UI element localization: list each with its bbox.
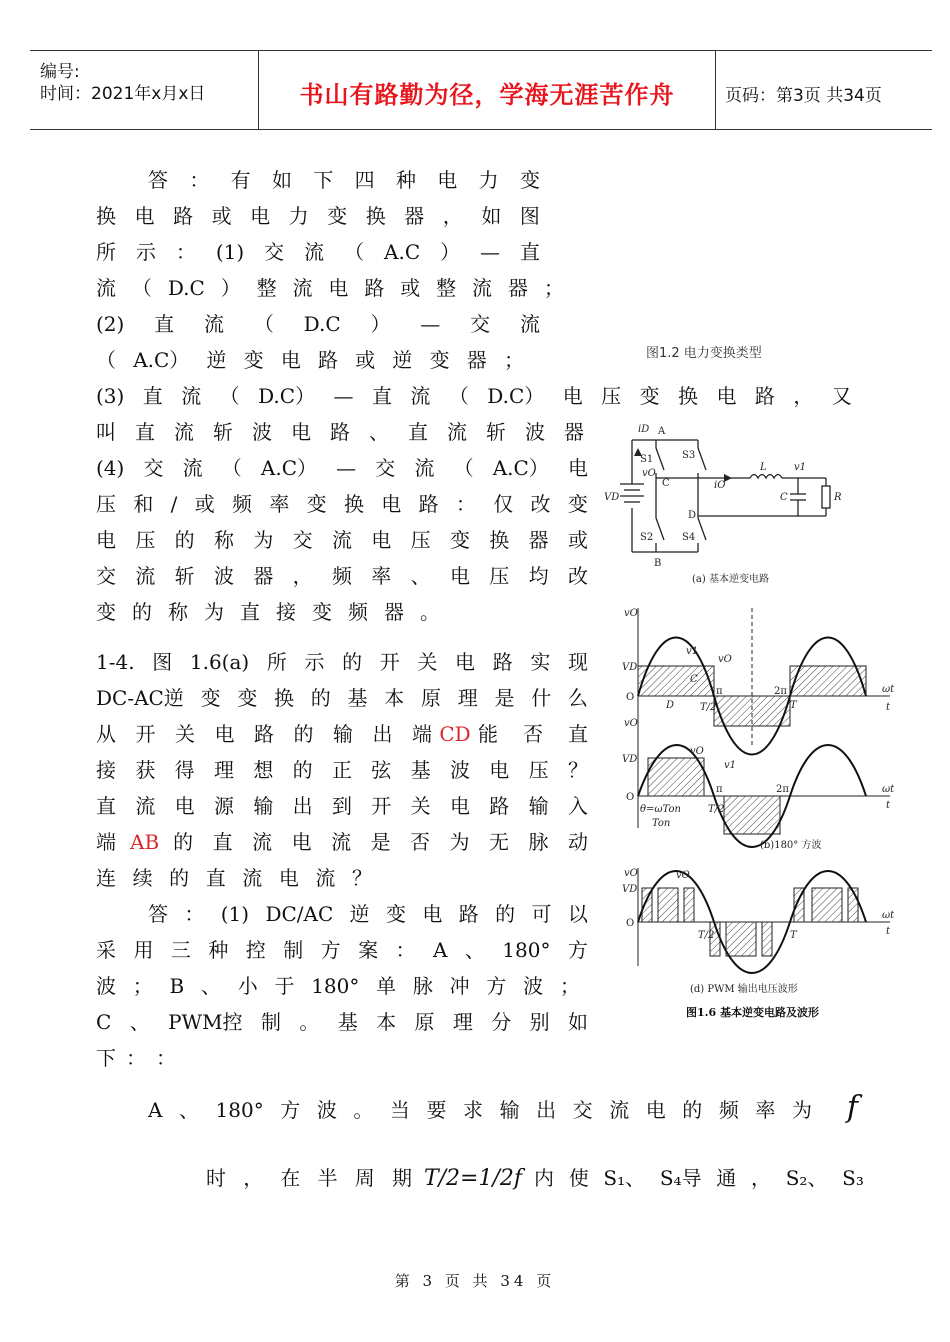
text-line: (4) 交 流 （ A.C） — 交 流 （ A.C） 电 [96, 456, 588, 480]
answer-line: 答 ： (1) DC/AC 逆 变 电 路 的 可 以 [148, 902, 588, 926]
axis-label-vd: VD [622, 754, 638, 765]
header-right-cell [715, 51, 932, 129]
header-left-cell [30, 51, 258, 129]
axis-wt: ωt [882, 910, 895, 921]
tail-line-1 [148, 1090, 858, 1125]
circuit-caption: (a) 基本逆变电路 [692, 574, 769, 585]
text-line: 电 压 的 称 为 交 流 电 压 变 换 器 或 [96, 528, 588, 552]
label-s4: S4 [682, 532, 696, 543]
label-ccap: C [780, 492, 788, 503]
wave-label-v1: v1 [686, 646, 699, 657]
answer-line: 波 ； B 、 小 于 180° 单 脉 冲 方 波 ； [96, 974, 580, 998]
label-id: iD [638, 424, 650, 435]
text-line: 答 ： 有 如 下 四 种 电 力 变 [148, 168, 540, 192]
axis-wt: ωt [882, 684, 895, 695]
label-b: B [654, 558, 662, 569]
wave-label-v1: v1 [724, 760, 737, 771]
doc-time-label: 时间：2021年x月x日 [40, 84, 206, 104]
axis-label-vo: vO [624, 718, 638, 729]
axis-origin: O [626, 692, 635, 703]
ton-label: Ton [652, 818, 671, 829]
caption-b: (b)180° 方波 [760, 840, 822, 851]
frequency-symbol: f [846, 1090, 858, 1125]
label-s1: S1 [640, 454, 654, 465]
label-v1: v1 [794, 462, 807, 473]
waveform-pwm [622, 868, 895, 973]
tick-t: T [790, 700, 797, 711]
axis-label-vd: VD [622, 662, 638, 673]
text-line: （ A.C） 逆 变 电 路 或 逆 变 器 ； [96, 348, 524, 372]
axis-t: t [886, 800, 891, 811]
question-line: DC-AC逆 变 变 换 的 基 本 原 理 是 什 么 [96, 686, 588, 710]
label-io: iO [714, 480, 726, 491]
text-line: 流 （ D.C ） 整 流 电 路 或 整 流 器 ； [96, 276, 564, 300]
question-line: 1-4. 图 1.6(a) 所 示 的 开 关 电 路 实 现 [96, 650, 588, 674]
half-period-formula: T/2=1/2f [423, 1166, 523, 1191]
axis-t: t [886, 926, 891, 937]
header-motto: 书山有路勤为径，学海无涯苦作舟 [299, 81, 675, 109]
text-line: (3) 直 流 （ D.C） — 直 流 （ D.C） 电 压 变 换 电 路 ， 又 [96, 384, 852, 408]
axis-origin: O [626, 792, 635, 803]
tick-2pi: 2π [776, 784, 789, 795]
caption-d: (d) PWM 输出电压波形 [690, 984, 798, 995]
label-s2: S2 [640, 532, 654, 543]
text-line: 变 的 称 为 直 接 变 频 器 。 [96, 600, 440, 624]
axis-label-vd: VD [622, 884, 638, 895]
label-vd: VD [604, 492, 620, 503]
answer-line: C 、 PWM控 制 。 基 本 原 理 分 别 如 [96, 1010, 588, 1034]
text-line: 所 示 ： (1) 交 流 （ A.C ） — 直 [96, 240, 540, 264]
answer-line: 下 ： ： [96, 1046, 176, 1070]
wave-label-vo: vO [676, 870, 690, 881]
figure-1-6-caption: 图1.6 基本逆变电路及波形 [686, 1006, 819, 1019]
axis-label-vo: vO [624, 868, 638, 879]
text-line: 叫 直 流 斩 波 电 路 、 直 流 斩 波 器 [96, 420, 584, 444]
figure-1-6 [600, 418, 910, 1028]
text-line: (2) 直 流 （ D.C ） — 交 流 [96, 312, 540, 336]
header-center-cell [258, 51, 716, 129]
question-text: 从 开 关 电 路 的 输 出 端 [96, 722, 432, 746]
axis-t: t [886, 702, 891, 713]
axis-origin: O [626, 918, 635, 929]
question-line [96, 830, 588, 854]
text-line: 交 流 斩 波 器 ， 频 率 、 电 压 均 改 [96, 564, 588, 588]
label-c: C [662, 478, 670, 489]
label-r: R [834, 492, 842, 503]
page-header [30, 50, 932, 130]
tail-line-2 [206, 1164, 864, 1193]
axis-label-vo: vO [624, 608, 638, 619]
question-text: 能 否 直 [478, 722, 588, 746]
header-page-info: 页码：第3页 共34页 [725, 86, 882, 106]
page-footer: 第 3 页 共 34 页 [394, 1272, 556, 1290]
terminal-ab-label: AB [130, 830, 160, 854]
label-a: A [658, 426, 666, 437]
doc-id-label: 编号: [40, 62, 80, 82]
answer-line: 采 用 三 种 控 制 方 案 ： A 、 180° 方 [96, 938, 588, 962]
wave-label-c: C [690, 674, 698, 685]
label-vo: vO [642, 468, 656, 479]
tick-t: T [790, 930, 797, 941]
label-d: D [688, 510, 697, 521]
tail-text: A 、 180° 方 波 。 当 要 求 输 出 交 流 电 的 频 率 为 [148, 1098, 812, 1122]
wave-label-vo: vO [690, 746, 704, 757]
label-s3: S3 [682, 450, 696, 461]
text-line: 压 和 / 或 频 率 变 换 电 路 ： 仅 改 变 [96, 492, 588, 516]
question-line: 接 获 得 理 想 的 正 弦 基 波 电 压 ？ [96, 758, 588, 782]
question-text: 端 [96, 830, 116, 854]
tick-t2: T/2 [700, 702, 717, 713]
tail-text: 时 ， 在 半 周 期 [206, 1166, 412, 1190]
waveform-180-b [622, 718, 895, 847]
waveform-180 [622, 608, 895, 755]
wave-label-vo: vO [718, 654, 732, 665]
tail-text: 内 使 S₁、 S₄导 通 ， S₂、 S₃ [533, 1166, 864, 1190]
tick-pi: π [716, 686, 723, 697]
tick-t2: T/2 [698, 930, 715, 941]
question-line: 连 续 的 直 流 电 流 ？ [96, 866, 372, 890]
tick-t2: T/2 [708, 804, 725, 815]
question-text: 的 直 流 电 流 是 否 为 无 脉 动 [173, 830, 588, 854]
theta-label: θ=ωTon [640, 804, 681, 815]
figure-1-2-caption: 图1.2 电力变换类型 [646, 346, 762, 361]
text-line: 换 电 路 或 电 力 变 换 器 ， 如 图 [96, 204, 540, 228]
axis-wt: ωt [882, 784, 895, 795]
tick-pi: π [716, 784, 723, 795]
terminal-cd-label: CD [439, 722, 471, 746]
question-line: 直 流 电 源 输 出 到 开 关 电 路 输 入 [96, 794, 588, 818]
wave-label-d: D [666, 700, 675, 711]
label-l: L [760, 462, 767, 473]
tick-2pi: 2π [774, 686, 787, 697]
question-line [96, 722, 588, 746]
